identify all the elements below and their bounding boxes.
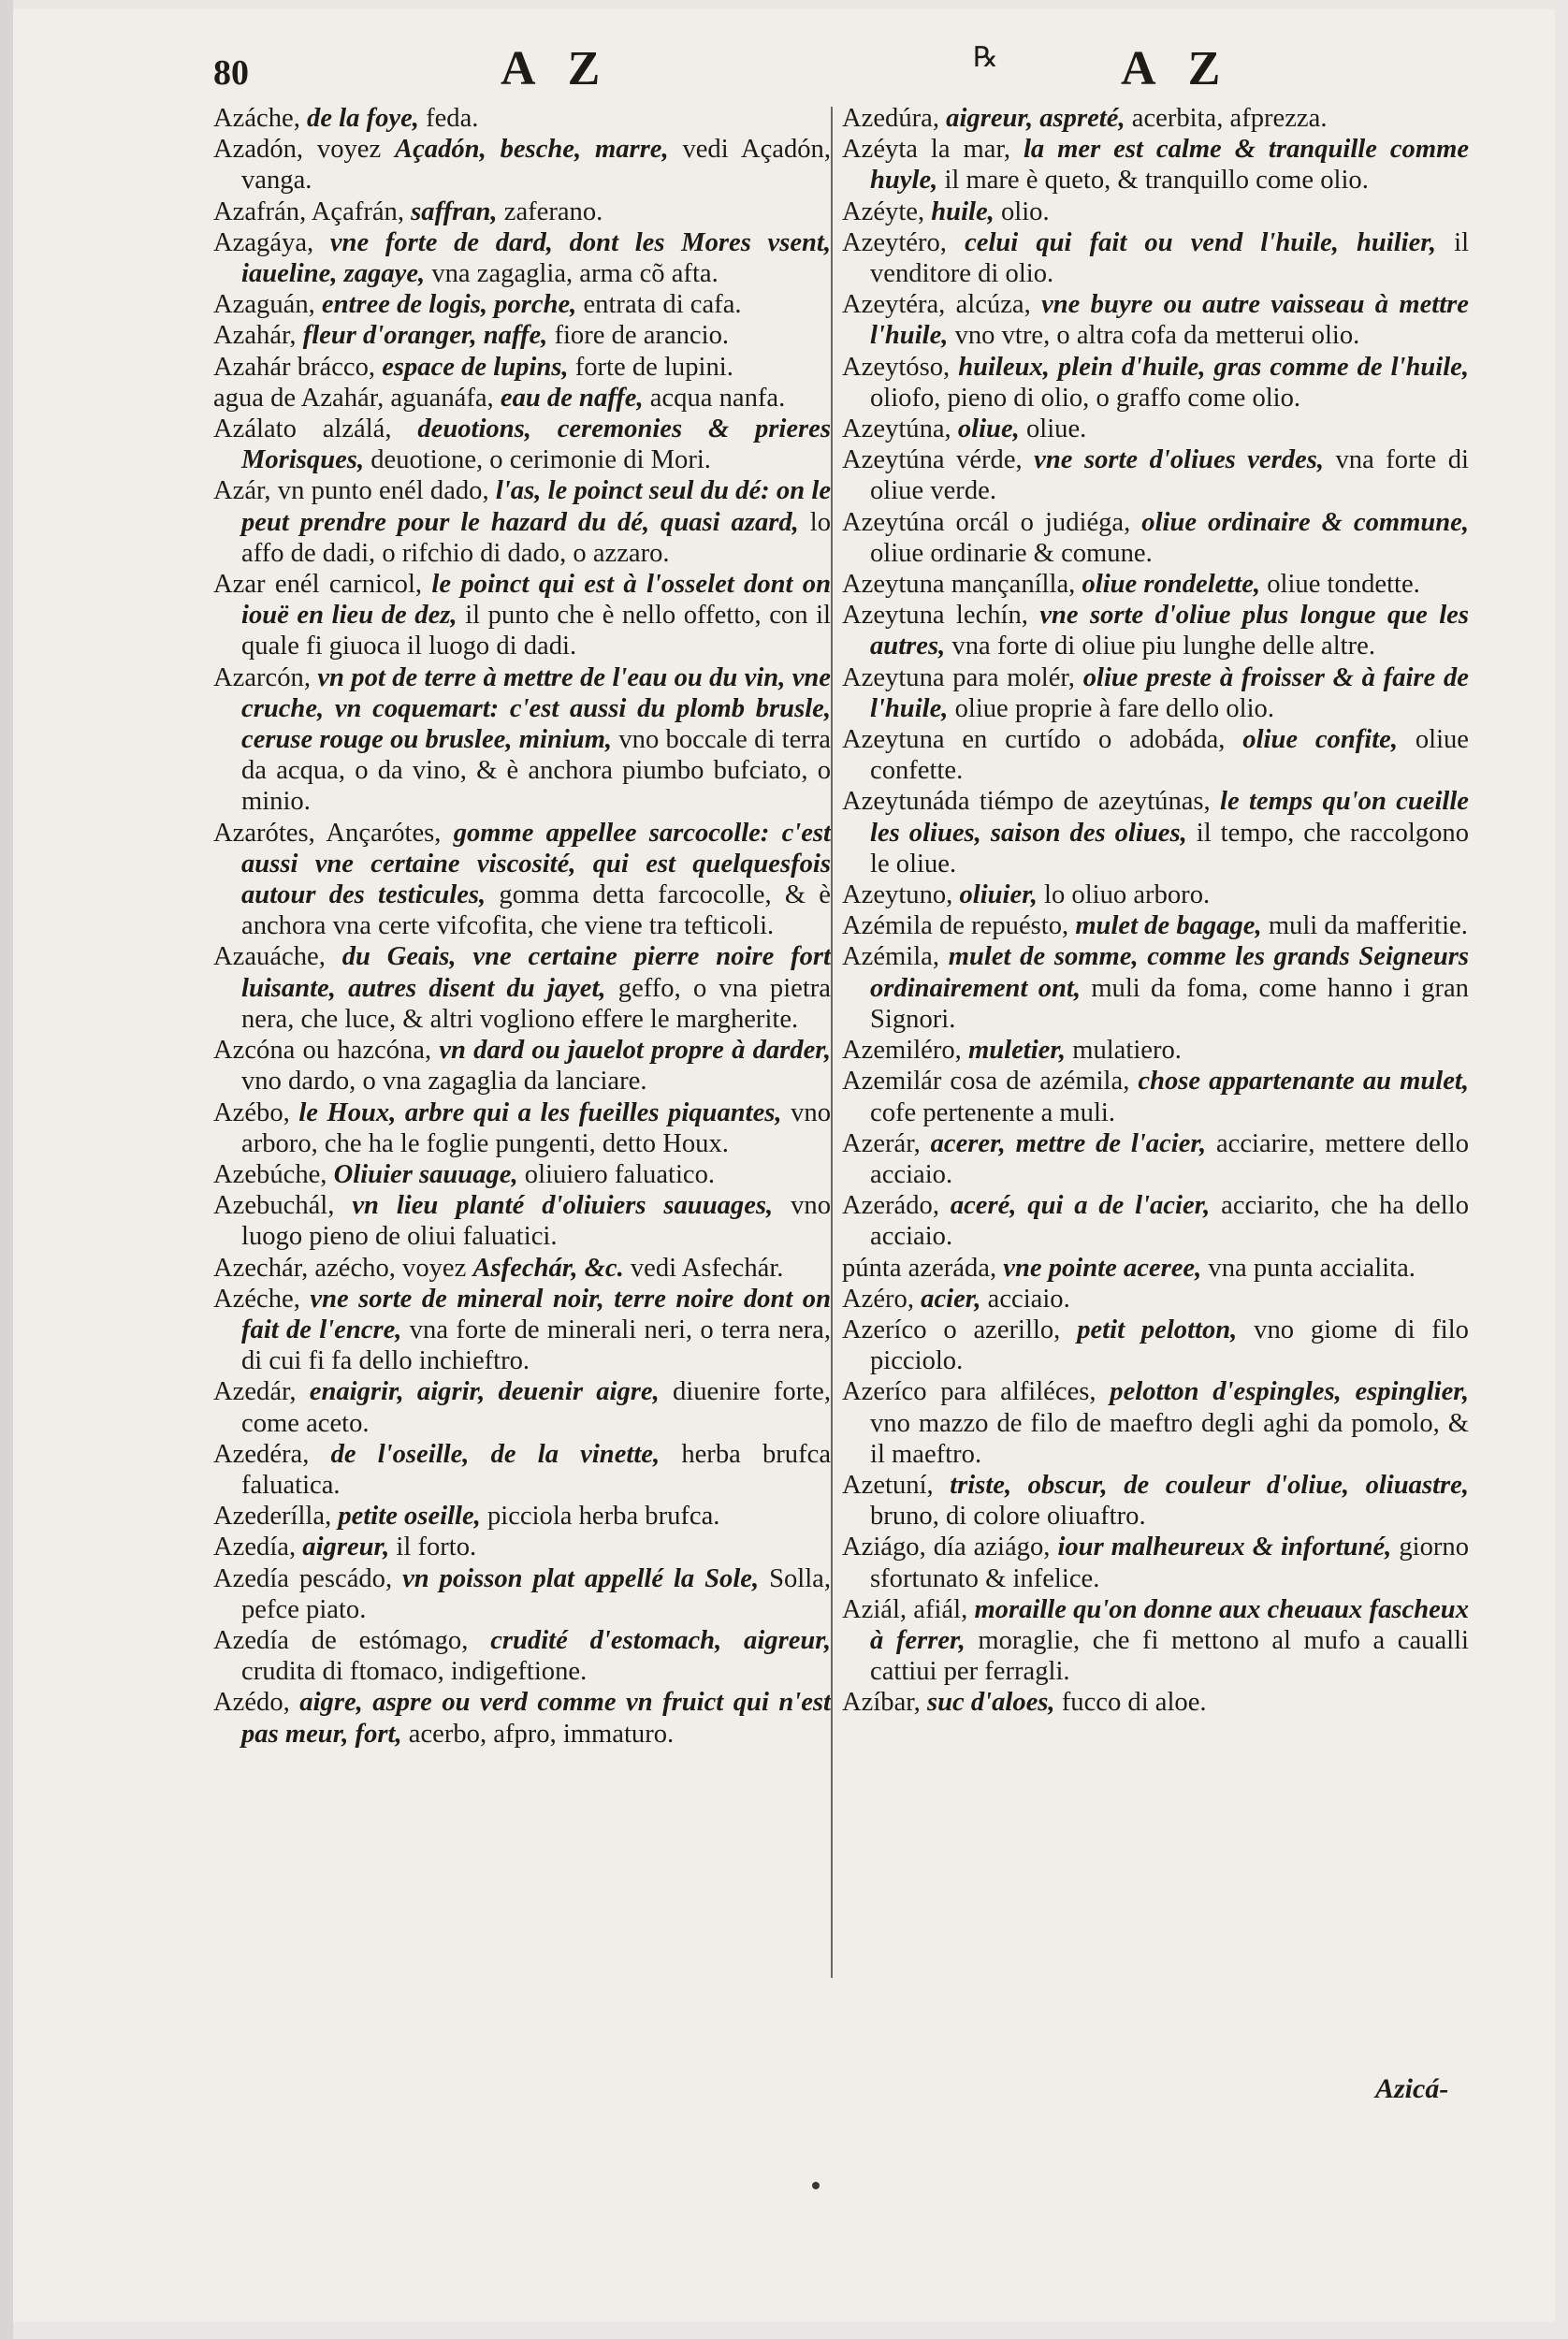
entry-french: oliuier, (959, 880, 1038, 910)
entry-french: enaigrir, aigrir, deuenir aigre, (309, 1377, 660, 1407)
entry-italian: diuenire forte, come aceto. (241, 1377, 832, 1438)
entry-french: aigreur, (302, 1533, 390, 1562)
dictionary-entry (842, 910, 1469, 941)
entry-italian: vno boccale di terra da acqua, o da vino, & è anchora piumbo bufciato, o minio. (241, 725, 831, 817)
entry-lemma: Azafrán, Açafrán, (213, 196, 404, 226)
dictionary-entry (842, 103, 1469, 134)
entry-italian: il punto che è nello offetto, con il quale fi giuoca il luogo di dadi. (241, 601, 831, 661)
dictionary-entry (842, 1687, 1469, 1718)
entry-italian: vedi Açadón, vanga. (241, 135, 831, 196)
entry-french: iour malheureux & infortuné, (1057, 1533, 1392, 1562)
entry-italian: zaferano. (503, 196, 603, 226)
entry-lemma: Azcóna ou hazcóna, (213, 1036, 432, 1066)
entry-lemma: Azedúra, (842, 104, 939, 133)
entry-lemma: Azetuní, (842, 1470, 934, 1500)
dictionary-entry (213, 414, 831, 475)
entry-lemma: Aziál, afiál, (842, 1594, 968, 1624)
entry-italian: bruno, di colore oliuaftro. (870, 1502, 1146, 1532)
dictionary-entry (842, 724, 1469, 786)
entry-italian: oliue confette. (870, 725, 1470, 786)
entry-italian: moraglie, che fi mettono al mufo a caualli cattiui per ferragli. (870, 1625, 1469, 1687)
entry-lemma: Azagáya, (213, 227, 314, 257)
dictionary-entry (842, 1190, 1469, 1252)
entry-french: oliue confite, (1242, 725, 1399, 755)
entry-italian: crudita di ftomaco, indigeftione. (241, 1657, 588, 1687)
entry-lemma: Azebuchál, (213, 1191, 335, 1221)
printer-mark: ℞ (973, 42, 998, 73)
entry-french: de l'oseille, de la vinette, (330, 1439, 661, 1469)
entry-lemma: Azeytuno, (842, 880, 953, 910)
left-column (213, 103, 831, 1750)
dictionary-entry (213, 1532, 831, 1562)
entry-lemma: Azeytúna orcál o judiéga, (842, 507, 1131, 537)
entry-italian: il forto. (396, 1533, 477, 1562)
dictionary-entry (213, 1284, 831, 1377)
entry-french: aceré, qui a de l'acier, (950, 1191, 1211, 1221)
entry-lemma: Azarótes, Ançarótes, (213, 818, 442, 848)
dictionary-entry (213, 818, 831, 942)
dictionary-entry (842, 507, 1469, 569)
entry-italian: feda. (426, 104, 479, 133)
dictionary-entry (842, 1532, 1469, 1593)
entry-italian: herba brufca faluatica. (241, 1439, 832, 1500)
dictionary-entry (213, 1687, 831, 1749)
dictionary-entry (842, 1376, 1469, 1470)
entry-italian: oliue proprie à fare dello olio. (954, 693, 1274, 723)
dictionary-entry (842, 1128, 1469, 1190)
entry-italian: lo affo de dadi, o rifchio di dado, o azzaro. (241, 507, 831, 568)
entry-italian: forte de lupini. (574, 352, 733, 382)
entry-french: chose appartenante au mulet, (1138, 1067, 1469, 1097)
dictionary-entry (842, 227, 1469, 289)
entry-lemma: Azadón, voyez (213, 135, 382, 165)
entry-lemma: Azedía de estómago, (213, 1625, 469, 1655)
dictionary-entry (842, 941, 1469, 1035)
entry-lemma: Azeytéra, alcúza, (842, 290, 1031, 320)
entry-lemma: Azerádo, (842, 1191, 939, 1221)
entry-lemma: Azar enél carnicol, (213, 570, 423, 600)
entry-italian: acciarito, che ha dello acciaio. (870, 1191, 1469, 1252)
entry-lemma: Azéche, (213, 1284, 300, 1314)
dictionary-entry (842, 1284, 1469, 1315)
dictionary-entry (213, 1035, 831, 1097)
entry-lemma: Azaguán, (213, 290, 315, 320)
dictionary-entry (842, 134, 1469, 196)
entry-lemma: Azeytuna en curtído o adobáda, (842, 725, 1226, 755)
dictionary-entry (213, 1439, 831, 1501)
entry-lemma: Azerár, (842, 1128, 921, 1158)
dictionary-entry (213, 352, 831, 383)
entry-french: vne pointe aceree, (1003, 1253, 1202, 1283)
entry-french: le poinct qui est à l'osselet dont on iouë en lieu de dez, (241, 570, 832, 631)
dictionary-entry (213, 1253, 831, 1284)
entry-lemma: Azahár, (213, 321, 297, 351)
dictionary-entry (842, 352, 1469, 414)
dictionary-entry (842, 1066, 1469, 1127)
entry-french: pelotton d'espingles, espinglier, (1110, 1377, 1469, 1407)
entry-italian: vno arboro, che ha le foglie pungenti, detto Houx. (241, 1097, 831, 1158)
entry-italian: picciola herba brufca. (486, 1502, 720, 1532)
entry-french: vne forte de dard, dont les Mores vsent, iaueline, zagaye, (241, 227, 832, 289)
entry-italian: il tempo, che raccolgono le oliue. (870, 818, 1469, 879)
entry-lemma: Azeytóso, (842, 352, 951, 382)
running-head-right: A Z (1121, 42, 1232, 95)
entry-italian: lo oliuo arboro. (1044, 880, 1211, 910)
entry-italian: acerbita, afprezza. (1131, 104, 1328, 133)
entry-italian: vno dardo, o vna zagaglia da lanciare. (241, 1067, 647, 1097)
dictionary-entry (213, 1563, 831, 1625)
entry-lemma: Azár, vn punto enél dado, (213, 476, 489, 506)
entry-lemma: Azedía, (213, 1533, 297, 1562)
entry-french: aigreur, aspreté, (946, 104, 1125, 133)
entry-lemma: Azeytúna, (842, 414, 951, 444)
right-column (842, 103, 1469, 1719)
entry-lemma: Azéyta la mar, (842, 135, 1010, 165)
dictionary-entry (213, 941, 831, 1035)
entry-french: vn poisson plat appellé la Sole, (402, 1563, 760, 1593)
scan-edge (0, 0, 13, 2339)
entry-lemma: Azeríco para alfiléces, (842, 1377, 1096, 1407)
entry-french: vn dard ou jauelot propre à darder, (439, 1036, 831, 1066)
entry-italian: deuotione, o cerimonie di Mori. (370, 445, 711, 475)
dictionary-entry (213, 1097, 831, 1159)
dictionary-entry (842, 662, 1469, 724)
entry-italian: vna zagaglia, arma cõ afta. (431, 259, 719, 289)
entry-lemma: Azáche, (213, 104, 300, 133)
entry-french: gomme appellee sarcocolle: c'est aussi vne certaine viscosité, qui est quelquesfois autour des testicules, (241, 818, 831, 910)
entry-french: de la foye, (307, 104, 419, 133)
entry-italian: fucco di aloe. (1061, 1688, 1207, 1718)
entry-italian: vna forte di oliue piu lunghe delle altre. (951, 632, 1375, 661)
dictionary-entry (842, 414, 1469, 444)
dictionary-entry (213, 227, 831, 289)
entry-italian: vedi Asfechár. (630, 1253, 784, 1283)
entry-french: oliue ordinaire & commune, (1141, 507, 1470, 537)
dictionary-entry (213, 134, 831, 196)
entry-italian: cofe pertenente a muli. (870, 1097, 1115, 1127)
entry-italian: vno mazzo de filo de maeftro degli aghi da pomolo, & il maeftro. (870, 1408, 1469, 1469)
entry-french: deuotions, ceremonies & prieres Morisques, (241, 414, 832, 475)
entry-french: petite oseille, (338, 1502, 481, 1532)
dictionary-entry (842, 1035, 1469, 1066)
entry-italian: vno giome di filo picciolo. (870, 1315, 1469, 1376)
entry-lemma: Azeytuna mançanílla, (842, 570, 1076, 600)
entry-french: saffran, (411, 196, 498, 226)
dictionary-entry (842, 289, 1469, 351)
dictionary-entry (213, 475, 831, 569)
entry-italian: oliue tondette. (1267, 570, 1420, 600)
entry-lemma: Azálato alzálá, (213, 414, 392, 444)
entry-french: acerer, mettre de l'acier, (930, 1128, 1207, 1158)
entry-italian: acqua nanfa. (649, 383, 786, 413)
entry-italian: vna forte de minerali neri, o terra nera, di cui fi fa dello inchieftro. (241, 1315, 831, 1376)
entry-french: Açadón, besche, marre, (395, 135, 669, 165)
entry-french: acier, (921, 1284, 981, 1314)
entry-french: le temps qu'on cueille les oliues, saison des oliues, (870, 787, 1469, 848)
entry-lemma: Azebúche, (213, 1159, 327, 1189)
entry-italian: acciarire, mettere dello acciaio. (870, 1128, 1470, 1189)
column-divider (831, 107, 833, 1978)
dictionary-entry (842, 444, 1469, 506)
entry-french: entree de logis, porche, (321, 290, 577, 320)
entry-french: espace de lupins, (382, 352, 569, 382)
entry-italian: oliue. (1025, 414, 1087, 444)
entry-italian: Solla, pefce piato. (241, 1563, 831, 1624)
entry-lemma: Aziágo, día aziágo, (842, 1533, 1051, 1562)
entry-french: huileux, plein d'huile, gras comme de l'huile, (958, 352, 1469, 382)
entry-italian: vna forte di oliue verde. (870, 445, 1469, 506)
entry-italian: oliue ordinarie & comune. (870, 538, 1153, 568)
entry-french: huile, (931, 196, 995, 226)
entry-lemma: Azedía pescádo, (213, 1563, 393, 1593)
dictionary-entry (842, 1470, 1469, 1532)
entry-italian: il mare è queto, & tranquillo come olio. (944, 166, 1369, 196)
entry-italian: acciaio. (987, 1284, 1070, 1314)
entry-italian: geffo, o vna pietra nera, che luce, & altri vogliono effere le margherite. (241, 973, 832, 1034)
entry-french: petit pelotton, (1077, 1315, 1238, 1344)
entry-lemma: Azeytuna lechín, (842, 601, 1028, 631)
dictionary-entry (213, 1159, 831, 1190)
entry-lemma: púnta azeráda, (842, 1253, 997, 1283)
entry-french: la mer est calme & tranquille comme huyle, (870, 135, 1470, 196)
entry-lemma: Azeytunáda tiémpo de azeytúnas, (842, 787, 1211, 817)
entry-lemma: Azeytéro, (842, 227, 947, 257)
dictionary-entry (842, 1594, 1469, 1688)
dictionary-entry (842, 1253, 1469, 1284)
entry-lemma: Azébo, (213, 1097, 290, 1127)
dictionary-entry (213, 1376, 831, 1438)
entry-lemma: Azauáche, (213, 942, 326, 972)
entry-french: l'as, le poinct seul du dé: on le peut prendre pour le hazard du dé, quasi azard, (241, 476, 832, 537)
entry-french: vn lieu planté d'oliuiers sauuages, (352, 1191, 774, 1221)
entry-italian: vno luogo pieno de oliui faluatici. (241, 1191, 831, 1252)
entry-french: suc d'aloes, (926, 1688, 1055, 1718)
entry-lemma: Azéyte, (842, 196, 925, 226)
entry-italian: muli da foma, come hanno i gran Signori. (870, 973, 1469, 1034)
entry-italian: oliofo, pieno di olio, o graffo come olio. (870, 383, 1301, 413)
entry-french: mulet de somme, comme les grands Seigneurs ordinairement ont, (870, 942, 1469, 1003)
entry-french: celui qui fait ou vend l'huile, huilier, (965, 227, 1436, 257)
entry-french: vn pot de terre à mettre de l'eau ou du vin, vne cruche, vn coquemart: c'est aussi du plomb brusle, ceruse rouge ou bruslee, minium, (241, 662, 831, 755)
running-head-left: A Z (501, 42, 612, 95)
entry-lemma: agua de Azahár, aguanáfa, (213, 383, 494, 413)
entry-italian: giorno sfortunato & infelice. (870, 1533, 1470, 1593)
entry-french: crudité d'estomach, aigreur, (490, 1625, 832, 1655)
entry-french: triste, obscur, de couleur d'oliue, oliuastre, (950, 1470, 1469, 1500)
dictionary-entry (213, 1501, 831, 1532)
dictionary-entry (213, 1190, 831, 1252)
entry-italian: oliuiero faluatico. (524, 1159, 716, 1189)
entry-lemma: Azechár, azécho, voyez (213, 1253, 467, 1283)
entry-french: du Geais, vne certaine pierre noire fort luisante, autres disent du jayet, (241, 942, 831, 1003)
entry-lemma: Azeytúna vérde, (842, 445, 1023, 475)
dictionary-entry (213, 662, 831, 818)
entry-french: vne sorte d'oliue plus longue que les autres, (870, 601, 1469, 661)
entry-lemma: Azemiléro, (842, 1036, 962, 1066)
page-number: 80 (213, 53, 249, 93)
entry-french: vne sorte de mineral noir, terre noire dont on fait de l'encre, (241, 1284, 831, 1344)
entry-french: le Houx, arbre qui a les fueilles piquantes, (298, 1097, 782, 1127)
entry-french: Oliuier sauuage, (333, 1159, 518, 1189)
entry-french: vne sorte d'oliues verdes, (1034, 445, 1325, 475)
dictionary-entry (213, 383, 831, 414)
entry-french: eau de naffe, (500, 383, 644, 413)
entry-french: oliue preste à froisser & à faire de l'huile, (870, 662, 1469, 723)
entry-lemma: Azémila, (842, 942, 940, 972)
entry-french: vne buyre ou autre vaisseau à mettre l'huile, (870, 290, 1469, 351)
dictionary-entry (213, 103, 831, 134)
dictionary-entry (213, 289, 831, 320)
entry-french: oliue rondelette, (1082, 570, 1261, 600)
entry-italian: gomma detta farcocolle, & è anchora vna certe vifcofita, che viene tra tefticoli. (241, 880, 831, 941)
dictionary-entry (842, 786, 1469, 879)
dictionary-entry (842, 196, 1469, 227)
dictionary-entry (842, 569, 1469, 600)
entry-french: mulet de bagage, (1075, 911, 1262, 941)
entry-french: moraille qu'on donne aux cheuaux fascheux à ferrer, (870, 1594, 1469, 1655)
dictionary-entry (213, 196, 831, 227)
entry-lemma: Azedár, (213, 1377, 297, 1407)
entry-lemma: Azemilár cosa de azémila, (842, 1067, 1130, 1097)
entry-lemma: Azahár brácco, (213, 352, 376, 382)
entry-french: Asfechár, &c. (472, 1253, 624, 1283)
entry-lemma: Azémila de repuésto, (842, 911, 1069, 941)
ink-speck (812, 2182, 820, 2189)
dictionary-entry (842, 1315, 1469, 1376)
entry-lemma: Azeytuna para molér, (842, 662, 1075, 692)
dictionary-entry (213, 569, 831, 662)
entry-french: oliue, (957, 414, 1020, 444)
dictionary-entry (213, 1625, 831, 1687)
entry-italian: entrata di cafa. (583, 290, 742, 320)
entry-italian: il venditore di olio. (870, 227, 1470, 289)
entry-italian: acerbo, afpro, immaturo. (408, 1719, 675, 1749)
entry-lemma: Azíbar, (842, 1688, 921, 1718)
entry-italian: muli da mafferitie. (1268, 911, 1468, 941)
entry-lemma: Azeríco o azerillo, (842, 1315, 1061, 1344)
entry-lemma: Azédo, (213, 1688, 290, 1718)
entry-italian: olio. (1000, 196, 1050, 226)
entry-italian: fiore de arancio. (554, 321, 730, 351)
entry-lemma: Azéro, (842, 1284, 914, 1314)
entry-lemma: Azedéra, (213, 1439, 310, 1469)
entry-french: aigre, aspre ou verd comme vn fruict qui n'est pas meur, fort, (241, 1688, 831, 1749)
dictionary-entry (842, 600, 1469, 661)
dictionary-entry (213, 320, 831, 351)
entry-lemma: Azarcón, (213, 662, 311, 692)
dictionary-entry (842, 879, 1469, 910)
entry-lemma: Azederílla, (213, 1502, 332, 1532)
entry-french: fleur d'oranger, naffe, (302, 321, 548, 351)
catchword: Azicá- (1375, 2073, 1449, 2104)
entry-italian: mulatiero. (1072, 1036, 1182, 1066)
entry-italian: vno vtre, o altra cofa da metterui olio. (954, 321, 1360, 351)
entry-french: muletier, (967, 1036, 1067, 1066)
entry-italian: vna punta accialita. (1208, 1253, 1416, 1283)
